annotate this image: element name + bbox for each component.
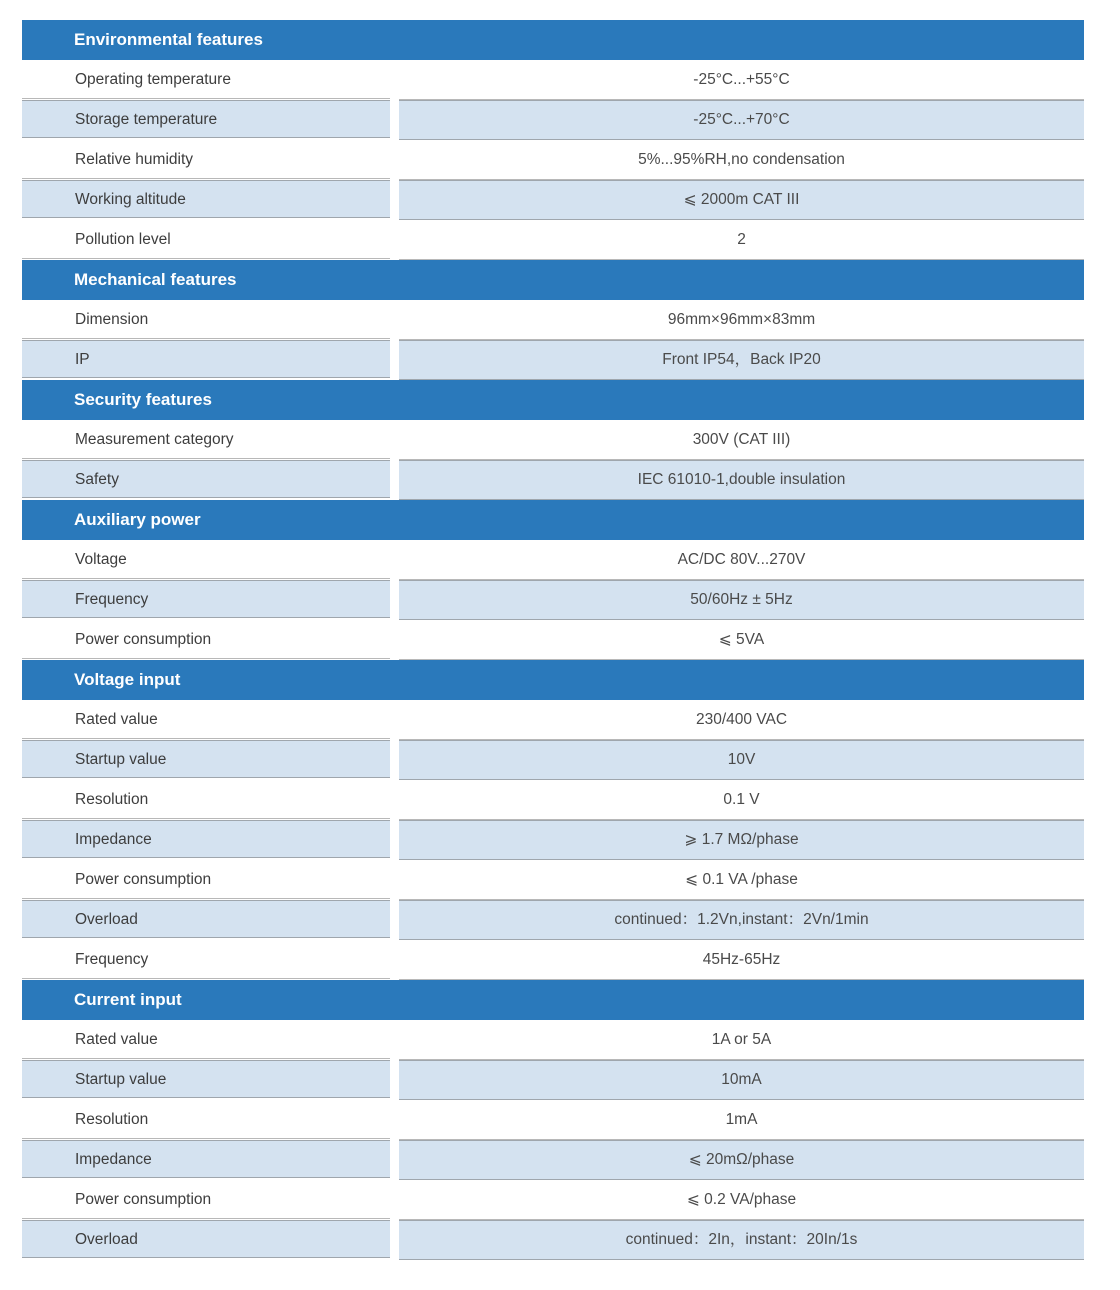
spec-value: 1mA <box>399 1100 1084 1140</box>
spec-value: Front IP54，Back IP20 <box>399 340 1084 380</box>
spec-value: 2 <box>399 220 1084 260</box>
spec-label: Power consumption <box>22 1180 390 1219</box>
spec-row <box>22 780 1084 820</box>
spec-value: ⩽ 0.1 VA /phase <box>399 860 1084 900</box>
spec-row <box>22 860 1084 900</box>
spec-value: ⩽ 2000m CAT III <box>399 180 1084 220</box>
spec-label: Startup value <box>22 1060 390 1098</box>
spec-row <box>22 340 1084 380</box>
spec-row <box>22 140 1084 180</box>
spec-row <box>22 740 1084 780</box>
spec-value: -25°C...+70°C <box>399 100 1084 140</box>
spec-row <box>22 1020 1084 1060</box>
section-header: Current input <box>22 980 1084 1020</box>
spec-label: Startup value <box>22 740 390 778</box>
spec-row <box>22 700 1084 740</box>
spec-row <box>22 1180 1084 1220</box>
spec-row <box>22 1140 1084 1180</box>
spec-row <box>22 820 1084 860</box>
spec-value: 10V <box>399 740 1084 780</box>
spec-label: Safety <box>22 460 390 498</box>
spec-label: Power consumption <box>22 860 390 899</box>
spec-value: 1A or 5A <box>399 1020 1084 1060</box>
spec-value: continued：2In，instant：20In/1s <box>399 1220 1084 1260</box>
spec-table <box>22 20 1084 1260</box>
spec-value: 5%...95%RH,no condensation <box>399 140 1084 180</box>
spec-label: Measurement category <box>22 420 390 459</box>
spec-row <box>22 900 1084 940</box>
spec-label: Rated value <box>22 1020 390 1059</box>
spec-value: 10mA <box>399 1060 1084 1100</box>
spec-label: Resolution <box>22 1100 390 1139</box>
spec-value: AC/DC 80V...270V <box>399 540 1084 580</box>
spec-label: Overload <box>22 900 390 938</box>
spec-label: Power consumption <box>22 620 390 659</box>
spec-value: 0.1 V <box>399 780 1084 820</box>
spec-value: ⩽ 0.2 VA/phase <box>399 1180 1084 1220</box>
spec-label: Frequency <box>22 580 390 618</box>
section-header: Environmental features <box>22 20 1084 60</box>
spec-label: Pollution level <box>22 220 390 259</box>
spec-label: Operating temperature <box>22 60 390 99</box>
spec-value: 230/400 VAC <box>399 700 1084 740</box>
spec-label: Dimension <box>22 300 390 339</box>
spec-label: Rated value <box>22 700 390 739</box>
spec-row <box>22 620 1084 660</box>
spec-row <box>22 60 1084 100</box>
spec-label: Frequency <box>22 940 390 979</box>
spec-row <box>22 1100 1084 1140</box>
spec-value: continued：1.2Vn,instant：2Vn/1min <box>399 900 1084 940</box>
spec-row <box>22 220 1084 260</box>
spec-value: 300V (CAT III) <box>399 420 1084 460</box>
section-header: Security features <box>22 380 1084 420</box>
section-header: Mechanical features <box>22 260 1084 300</box>
spec-row <box>22 540 1084 580</box>
spec-label: Impedance <box>22 820 390 858</box>
spec-row <box>22 1220 1084 1260</box>
spec-label: Relative humidity <box>22 140 390 179</box>
spec-value: 45Hz-65Hz <box>399 940 1084 980</box>
spec-label: Impedance <box>22 1140 390 1178</box>
spec-value: ⩽ 20mΩ/phase <box>399 1140 1084 1180</box>
section-header: Auxiliary power <box>22 500 1084 540</box>
spec-row <box>22 100 1084 140</box>
spec-row <box>22 580 1084 620</box>
spec-value: 96mm×96mm×83mm <box>399 300 1084 340</box>
spec-label: Working altitude <box>22 180 390 218</box>
spec-value: ⩽ 5VA <box>399 620 1084 660</box>
section-header: Voltage input <box>22 660 1084 700</box>
spec-value: IEC 61010-1,double insulation <box>399 460 1084 500</box>
spec-row <box>22 420 1084 460</box>
spec-row <box>22 1060 1084 1100</box>
spec-label: Resolution <box>22 780 390 819</box>
spec-row <box>22 940 1084 980</box>
spec-label: IP <box>22 340 390 378</box>
spec-label: Storage temperature <box>22 100 390 138</box>
spec-row <box>22 300 1084 340</box>
spec-label: Voltage <box>22 540 390 579</box>
spec-row <box>22 180 1084 220</box>
spec-value: -25°C...+55°C <box>399 60 1084 100</box>
spec-row <box>22 460 1084 500</box>
spec-label: Overload <box>22 1220 390 1258</box>
spec-value: 50/60Hz ± 5Hz <box>399 580 1084 620</box>
spec-value: ⩾ 1.7 MΩ/phase <box>399 820 1084 860</box>
